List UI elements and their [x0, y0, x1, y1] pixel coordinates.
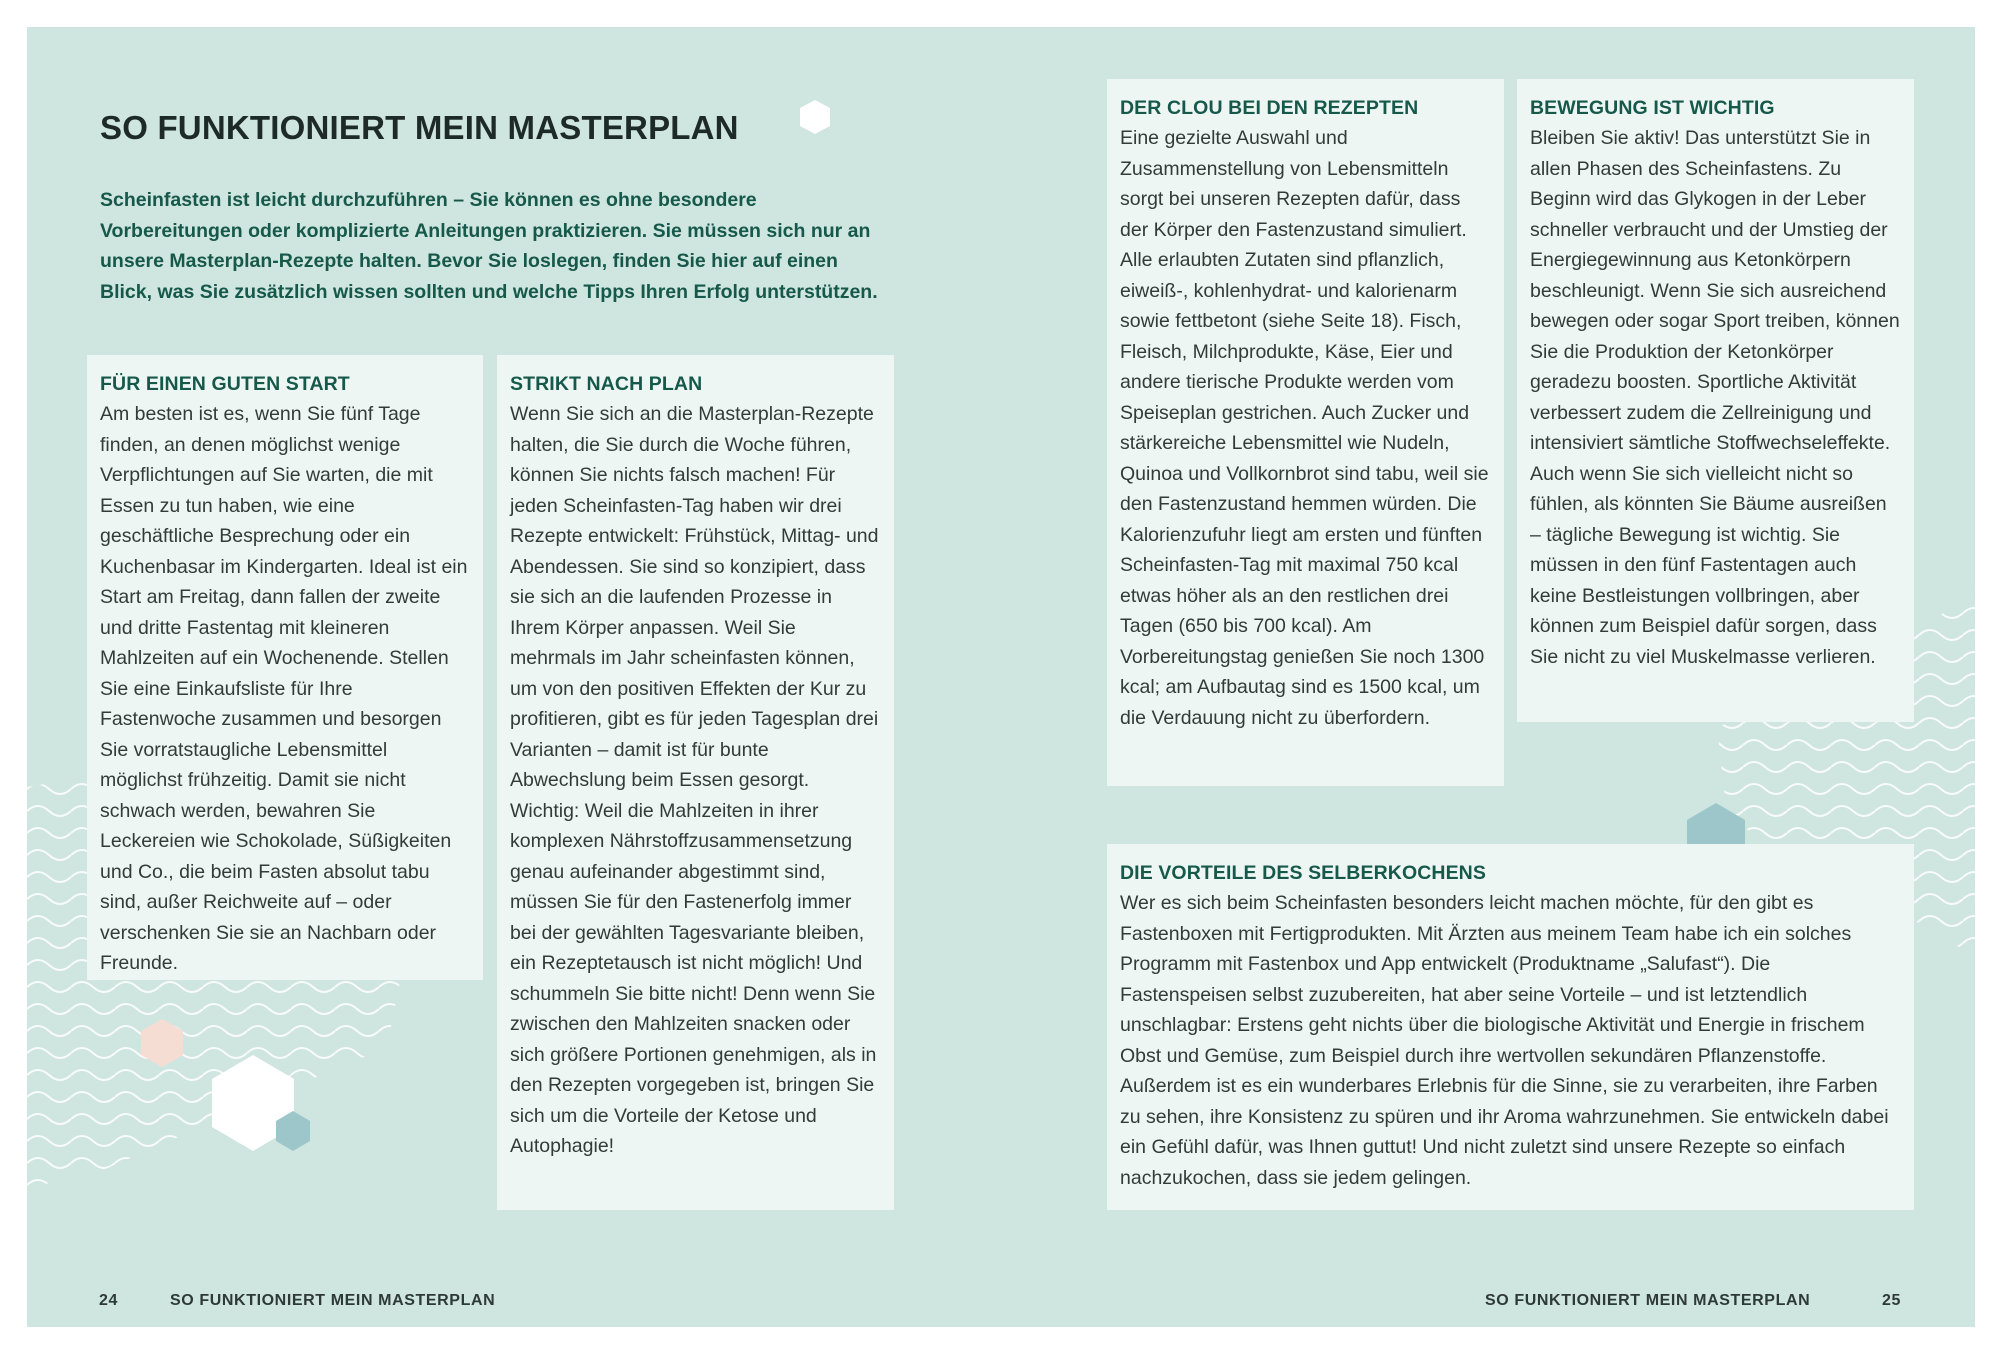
section-body: Wer es sich beim Scheinfasten besonders leicht machen möchte, für den gibt es Fastenboxen mit Fertigprodukten. Mit Ärzten aus meinem Team habe ich ein solches Programm mit Fastenbox und App entwickelt (Produktname „Salufast“). Die Fastenspeisen selbst zuzubereiten, hat aber seine Vorteile – und ist letztendlich unschlagbar: Erstens geht nichts über die biologische Aktivität und Energie in frischem Obst und Gemüse, zum Beispiel durch ihre wertvollen sekundären Pflanzenstoffe. Außerdem ist es ein wunderbares Erlebnis für die Sinne, sie zu verarbeiten, ihre Farben zu sehen, ihre Konsistenz zu spüren und ihr Aroma wahrzunehmen. Sie entwickeln dabei ein Gefühl dafür, was Ihnen guttut! Und nicht zuletzt sind unsere Rezepte so einfach nachzukochen, dass sie jedem gelingen. [1120, 892, 1889, 1189]
section-heading: FÜR EINEN GUTEN START [100, 373, 350, 395]
book-spread [27, 27, 1975, 1327]
section-heading: DIE VORTEILE DES SELBERKOCHENS [1120, 862, 1486, 884]
page-title: SO FUNKTIONIERT MEIN MASTERPLAN [100, 109, 739, 146]
section-bewegung [1517, 79, 1914, 722]
section-selberkochen [1107, 844, 1914, 1210]
right-page-number: 25 [1882, 1292, 1901, 1309]
section-body: Am besten ist es, wenn Sie fünf Tage finden, an denen möglichst wenige Verpflichtungen auf Sie warten, die mit Essen zu tun haben, wie eine geschäftliche Besprechung oder ein Kuchenbasar im Kindergarten. Ideal ist ein Start am Freitag, dann fallen der zweite und dritte Fastentag mit kleineren Mahlzeiten auf ein Wochenende. Stellen Sie eine Einkaufsliste für Ihre Fastenwoche zusammen und besorgen Sie vorratstaugliche Lebensmittel möglichst frühzeitig. Damit sie nicht schwach werden, bewahren Sie Leckereien wie Schokolade, Süßigkeiten und Co., die beim Fasten absolut tabu sind, außer Reichweite auf – oder verschenken Sie sie an Nachbarn oder Freunde. [100, 403, 468, 974]
section-heading: BEWEGUNG IST WICHTIG [1530, 97, 1775, 119]
section-body: Wenn Sie sich an die Masterplan-Rezepte halten, die Sie durch die Woche führen, können Sie nichts falsch machen! Für jeden Scheinfasten-Tag haben wir drei Rezepte entwickelt: Frühstück, Mittag- und Abendessen. Sie sind so konzipiert, dass sie sich an die laufenden Prozesse in Ihrem Körper anpassen. Weil Sie mehrmals im Jahr scheinfasten können, um von den positiven Effekten der Kur zu profitieren, gibt es für jeden Tagesplan drei Varianten – damit ist für bunte Abwechslung beim Essen gesorgt. Wichtig: Weil die Mahlzeiten in ihrer komplexen Nährstoffzusammensetzung genau aufeinander abgestimmt sind, müssen Sie für den Fastenerfolg immer bei der gewählten Tagesvariante bleiben, ein Rezeptetausch ist nicht möglich! Und schummeln Sie bitte nicht! Denn wenn Sie zwischen den Mahlzeiten snacken oder sich größere Portionen genehmigen, als in den Rezepten vorgegeben ist, bringen Sie sich um die Vorteile der Ketose und Autophagie! [510, 403, 879, 1157]
right-running-title: SO FUNKTIONIERT MEIN MASTERPLAN [1485, 1292, 1811, 1309]
section-body: Bleiben Sie aktiv! Das unterstützt Sie in allen Phasen des Scheinfastens. Zu Beginn wird das Glykogen in der Leber schneller verbraucht und der Umstieg der Energiegewinnung aus Ketonkörpern beschleunigt. Wenn Sie sich ausreichend bewegen oder sogar Sport treiben, können Sie die Produktion der Ketonkörper geradezu boosten. Sportliche Aktivität verbessert zudem die Zellreinigung und intensiviert sämtliche Stoffwechseleffekte. Auch wenn Sie sich vielleicht nicht so fühlen, als könnten Sie Bäume ausreißen – tägliche Bewegung ist wichtig. Sie müssen in den fünf Fastentagen auch keine Bestleistungen vollbringen, aber können zum Beispiel dafür sorgen, dass Sie nicht zu viel Muskelmasse verlieren. [1530, 127, 1900, 668]
section-body: Eine gezielte Auswahl und Zusammenstellung von Lebensmitteln sorgt bei unseren Rezepten dafür, dass der Körper den Fastenzustand simuliert. Alle erlaubten Zutaten sind pflanzlich, eiweiß-, kohlenhydrat- und kalorienarm sowie fettbetont (siehe Seite 18). Fisch, Fleisch, Milchprodukte, Käse, Eier und andere tierische Produkte werden vom Speiseplan gestrichen. Auch Zucker und stärkereiche Lebensmittel wie Nudeln, Quinoa und Vollkornbrot sind tabu, weil sie den Fastenzustand hemmen würden. Die Kalorienzufuhr liegt am ersten und fünften Scheinfasten-Tag mit maximal 750 kcal etwas höher als an den restlichen drei Tagen (650 bis 700 kcal). Am Vorbereitungstag genießen Sie noch 1300 kcal; am Aufbautag sind es 1500 kcal, um die Verdauung nicht zu überfordern. [1120, 127, 1489, 729]
section-heading: DER CLOU BEI DEN REZEPTEN [1120, 97, 1419, 119]
section-heading: STRIKT NACH PLAN [510, 373, 703, 395]
section-clou-rezepte [1107, 79, 1504, 786]
left-running-title: SO FUNKTIONIERT MEIN MASTERPLAN [170, 1292, 496, 1309]
intro-paragraph: Scheinfasten ist leicht durchzuführen – Sie können es ohne besondere Vorbereitungen oder komplizierte Anleitungen praktizieren. Sie müssen sich nur an unsere Masterplan-Rezepte halten. Bevor Sie loslegen, finden Sie hier auf einen Blick, was Sie zusätzlich wissen sollten und welche Tipps Ihren Erfolg unterstützen. [100, 189, 878, 303]
section-strikt-nach-plan [497, 355, 894, 1210]
hexagon-white-small [800, 100, 830, 134]
section-guter-start [87, 355, 483, 980]
left-page-number: 24 [99, 1292, 118, 1309]
